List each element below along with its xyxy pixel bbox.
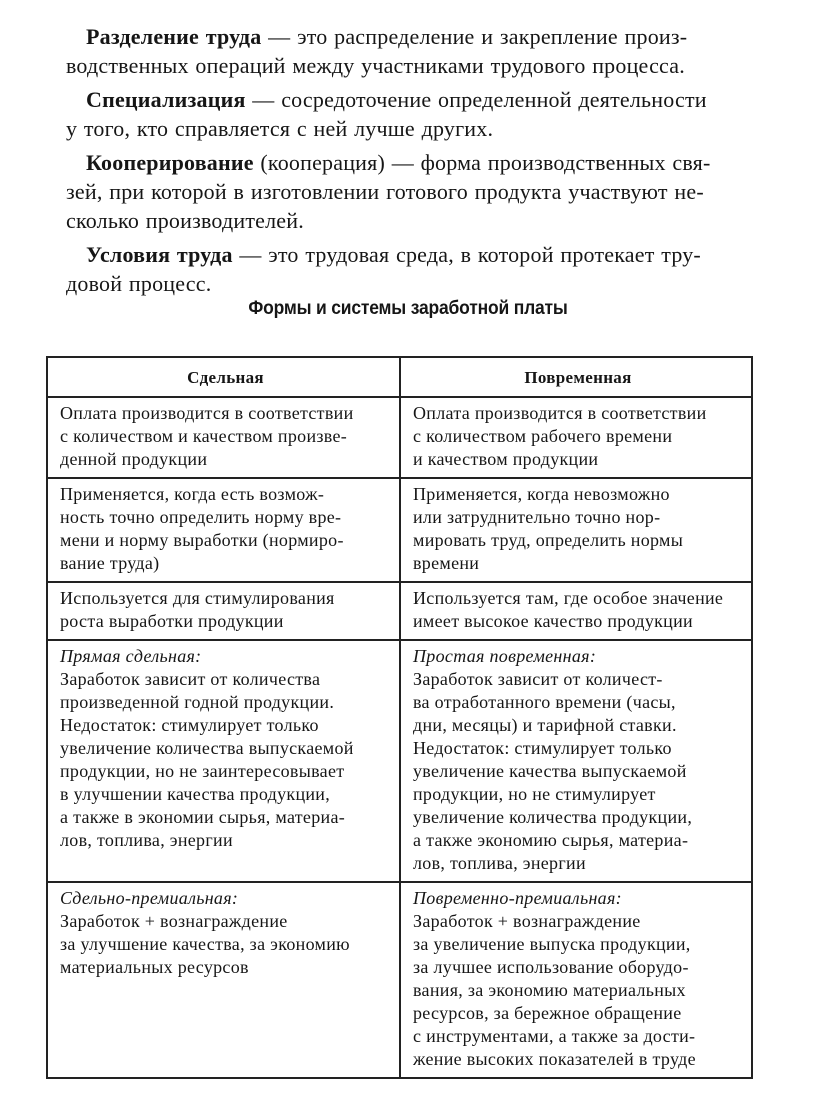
- cell-line: увеличение качества выпускаемой: [413, 761, 687, 781]
- cell-line: увеличение количества продукции,: [413, 807, 693, 827]
- cell-line: Заработок + вознаграждение: [413, 911, 641, 931]
- definition-line: довой процесс.: [66, 271, 212, 296]
- definition-text: — это распределение и закрепление произ-: [261, 24, 688, 49]
- definition-line: у того, кто справляется с ней лучше других.: [66, 116, 494, 141]
- cell-line: за лучшее использование оборудо-: [413, 957, 689, 977]
- column-header-piecework: Сдельная: [47, 357, 400, 397]
- cell-piecework: [47, 882, 400, 1078]
- cell-line: за увеличение выпуска продукции,: [413, 934, 691, 954]
- cell-line: имеет высокое качество продукции: [413, 611, 693, 631]
- definition-term: Кооперирование: [86, 150, 254, 175]
- cell-time-based: [400, 478, 752, 582]
- definition-paragraph: [66, 22, 754, 80]
- cell-line: Недостаток: стимулирует только: [60, 715, 319, 735]
- definition-line: сколько производителей.: [66, 208, 304, 233]
- definition-text: — сосредоточение определенной деятельности: [245, 87, 707, 112]
- table-row: [47, 478, 752, 582]
- cell-line: Оплата производится в соответствии: [413, 403, 707, 423]
- table-title: Формы и системы заработной платы: [248, 298, 568, 319]
- cell-heading: Простая повременная:: [413, 646, 597, 666]
- cell-line: Заработок зависит от количества: [60, 669, 321, 689]
- cell-line: времени: [413, 553, 480, 573]
- cell-line: в улучшении качества продукции,: [60, 784, 331, 804]
- cell-line: Применяется, когда есть возмож-: [60, 484, 325, 504]
- table-row: [47, 582, 752, 640]
- cell-line: Применяется, когда невозможно: [413, 484, 670, 504]
- cell-line: Оплата производится в соответствии: [60, 403, 354, 423]
- definitions-block: [66, 22, 754, 303]
- cell-line: Недостаток: стимулирует только: [413, 738, 672, 758]
- cell-line: лов, топлива, энергии: [60, 830, 233, 850]
- cell-line: лов, топлива, энергии: [413, 853, 586, 873]
- cell-line: материальных ресурсов: [60, 957, 249, 977]
- cell-piecework: [47, 582, 400, 640]
- wage-forms-table: [46, 356, 753, 1079]
- cell-time-based: [400, 397, 752, 478]
- cell-piecework: [47, 640, 400, 882]
- cell-line: продукции, но не стимулирует: [413, 784, 656, 804]
- definition-text: (кооперация) — форма производственных свя-: [253, 150, 711, 175]
- definition-term: Специализация: [86, 87, 246, 112]
- definition-paragraph: [66, 148, 754, 235]
- cell-line: произведенной годной продукции.: [60, 692, 335, 712]
- cell-line: или затруднительно точно нор-: [413, 507, 661, 527]
- cell-line: вания, за экономию материальных: [413, 980, 686, 1000]
- definition-text: — это трудовая среда, в которой протекает тру-: [232, 242, 701, 267]
- cell-line: мировать труд, определить нормы: [413, 530, 684, 550]
- cell-heading: Повременно-премиальная:: [413, 888, 622, 908]
- cell-line: вание труда): [60, 553, 160, 573]
- table-row: [47, 397, 752, 478]
- cell-line: ресурсов, за бережное обращение: [413, 1003, 682, 1023]
- cell-line: и качеством продукции: [413, 449, 599, 469]
- cell-line: роста выработки продукции: [60, 611, 284, 631]
- cell-line: а также экономию сырья, материа-: [413, 830, 689, 850]
- cell-line: ва отработанного времени (часы,: [413, 692, 676, 712]
- cell-line: жение высоких показателей в труде: [413, 1049, 696, 1069]
- table-row: [47, 882, 752, 1078]
- column-header-time-based: Повременная: [400, 357, 752, 397]
- cell-heading: Прямая сдельная:: [60, 646, 202, 666]
- cell-line: с количеством и качеством произве-: [60, 426, 348, 446]
- cell-line: мени и норму выработки (нормиро-: [60, 530, 344, 550]
- cell-line: с инструментами, а также за дости-: [413, 1026, 696, 1046]
- cell-line: денной продукции: [60, 449, 208, 469]
- table-header-row: [47, 357, 752, 397]
- cell-heading: Сдельно-премиальная:: [60, 888, 239, 908]
- cell-line: с количеством рабочего времени: [413, 426, 673, 446]
- cell-line: ность точно определить норму вре-: [60, 507, 342, 527]
- definition-paragraph: [66, 85, 754, 143]
- cell-line: увеличение количества выпускаемой: [60, 738, 354, 758]
- cell-line: дни, месяцы) и тарифной ставки.: [413, 715, 677, 735]
- definition-term: Условия труда: [86, 242, 233, 267]
- cell-line: Используется там, где особое значение: [413, 588, 724, 608]
- definition-line: зей, при которой в изготовлении готового продукта участвуют не-: [66, 179, 704, 204]
- cell-line: а также в экономии сырья, материа-: [60, 807, 346, 827]
- cell-line: за улучшение качества, за экономию: [60, 934, 350, 954]
- table-row: [47, 640, 752, 882]
- cell-time-based: [400, 640, 752, 882]
- definition-line: водственных операций между участниками трудового процесса.: [66, 53, 685, 78]
- cell-piecework: [47, 397, 400, 478]
- cell-time-based: [400, 582, 752, 640]
- cell-line: продукции, но не заинтересовывает: [60, 761, 345, 781]
- cell-time-based: [400, 882, 752, 1078]
- cell-piecework: [47, 478, 400, 582]
- cell-line: Заработок + вознаграждение: [60, 911, 288, 931]
- cell-line: Заработок зависит от количест-: [413, 669, 663, 689]
- definition-term: Разделение труда: [86, 24, 262, 49]
- cell-line: Используется для стимулирования: [60, 588, 335, 608]
- definition-paragraph: [66, 240, 754, 298]
